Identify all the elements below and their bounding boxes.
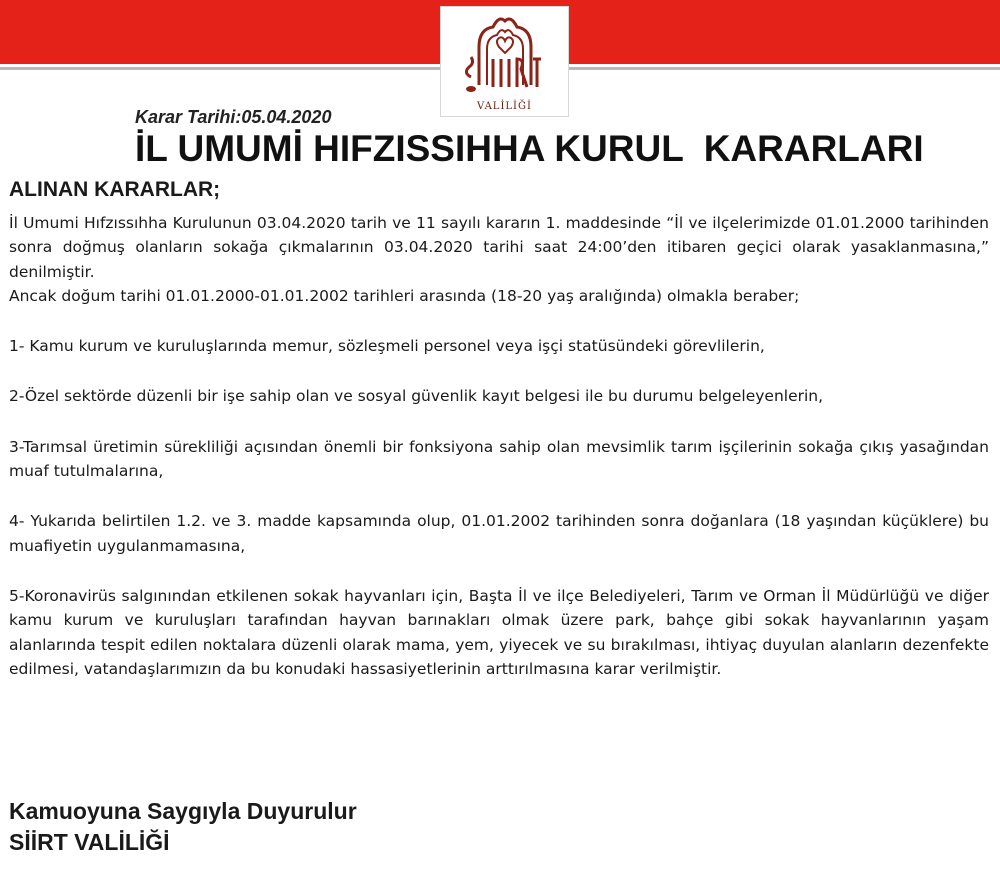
decision-item-2: 2-Özel sektörde düzenli bir işe sahip olan ve sosyal güvenlik kayıt belgesi ile bu durumu belgeleyenlerin, [9, 387, 824, 406]
decision-item-1: 1- Kamu kurum ve kuruluşlarında memur, sözleşmeli personel veya işçi statüsündeki görevlilerin, [9, 337, 765, 356]
logo-caption: VALİLİĞİ [477, 101, 532, 112]
decision-item-3: 3-Tarımsal üretimin sürekliliği açısından önemli bir fonksiyona sahip olan mevsimlik tarım işçilerinin sokağa çıkış yasağından muaf tutulmalarına, [9, 437, 989, 481]
footer-announcement: Kamuoyuna Saygıyla Duyurulur [9, 798, 357, 824]
decision-item-5: 5-Koronavirüs salgınından etkilenen sokak hayvanları için, Başta İl ve ilçe Belediyeleri, Tarım ve Orman İl Müdürlüğü ve diğer kamu kurum ve kuruluşları tarafından hayvan barınakları olmak üzere park, bahçe gibi sokak hayvanlarının yaşam alanlarında tespit edilen noktalara düzenli olarak mama, yem, yiyecek ve su bırakılması, ihtiyaç duyulan alanların dezenfekte edilmesi, vatandaşlarımızın da bu konudaki hassasiyetlerinin arttırılmasına karar verilmiştir. [9, 586, 989, 678]
document-body [9, 211, 989, 681]
page-title: İL UMUMİ HIFZISSIHHA KURUL KARARLARI [135, 128, 924, 169]
footer-signature: SİİRT VALİLİĞİ [9, 829, 170, 855]
siirt-governorship-logo [440, 6, 569, 117]
intro-paragraph-2: Ancak doğum tarihi 01.01.2000-01.01.2002 tarihleri arasında (18-20 yaş aralığında) olmakla beraber; [9, 286, 800, 305]
footer [9, 796, 357, 858]
decisions-subheading: ALINAN KARARLAR; [9, 178, 221, 201]
decision-item-4: 4- Yukarıda belirtilen 1.2. ve 3. madde kapsamında olup, 01.01.2002 tarihinden sonra doğanlara (18 yaşından küçüklere) bu muafiyetin uygulanmamasına, [9, 512, 989, 555]
siirt-logo-icon [441, 7, 568, 103]
intro-paragraph: İl Umumi Hıfzıssıhha Kurulunun 03.04.2020 tarih ve 11 sayılı kararın 1. maddesinde “İl ve ilçelerimizde 01.01.2000 tarihinden sonra doğmuş olanların sokağa çıkmalarının 03.04.2020 tarihi saat 24:00’den itibaren geçici olarak yasaklanmasına,” denilmiştir. [9, 214, 989, 281]
decision-date: Karar Tarihi:05.04.2020 [135, 107, 332, 127]
